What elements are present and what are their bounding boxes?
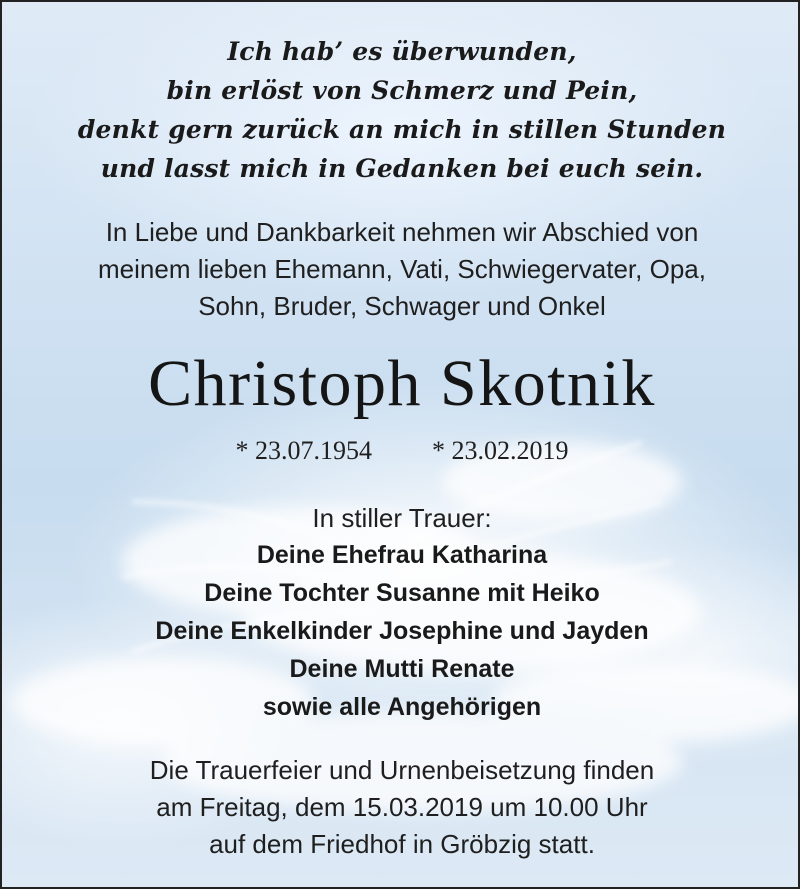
mourner-entry: Deine Tochter Susanne mit Heiko (204, 579, 600, 607)
intro-line: Sohn, Bruder, Schwager und Onkel (198, 291, 606, 321)
service-line: auf dem Friedhof in Gröbzig statt. (209, 829, 595, 859)
birth-date: * 23.07.1954 (235, 436, 372, 465)
mourner-entry: Deine Ehefrau Katharina (256, 541, 548, 569)
intro-line: In Liebe und Dankbarkeit nehmen wir Abschied von (105, 217, 699, 247)
death-date: * 23.02.2019 (432, 436, 569, 465)
poem-line: Ich hab’ es überwunden, (227, 37, 577, 66)
deceased-name: Christoph Skotnik (148, 347, 656, 420)
mourner-entry: Deine Mutti Renate (289, 655, 515, 683)
poem-line: bin erlöst von Schmerz und Pein, (166, 76, 638, 105)
mourners-heading: In stiller Trauer: (312, 503, 492, 533)
poem-verse (2, 32, 800, 188)
mourners-list (2, 536, 800, 726)
farewell-intro (2, 214, 800, 325)
poem-line: denkt gern zurück an mich in stillen Stunden (77, 115, 727, 144)
mourner-entry: Deine Enkelkinder Josephine und Jayden (155, 617, 649, 645)
poem-line: und lasst mich in Gedanken bei euch sein. (100, 154, 704, 183)
life-dates (2, 434, 800, 468)
service-line: am Freitag, dem 15.03.2019 um 10.00 Uhr (156, 792, 648, 822)
funeral-service-info (2, 752, 800, 863)
mourner-entry: sowie alle Angehörigen (262, 693, 542, 721)
intro-line: meinem lieben Ehemann, Vati, Schwiegervater, Opa, (98, 254, 706, 284)
service-line: Die Trauerfeier und Urnenbeisetzung finden (149, 755, 655, 785)
